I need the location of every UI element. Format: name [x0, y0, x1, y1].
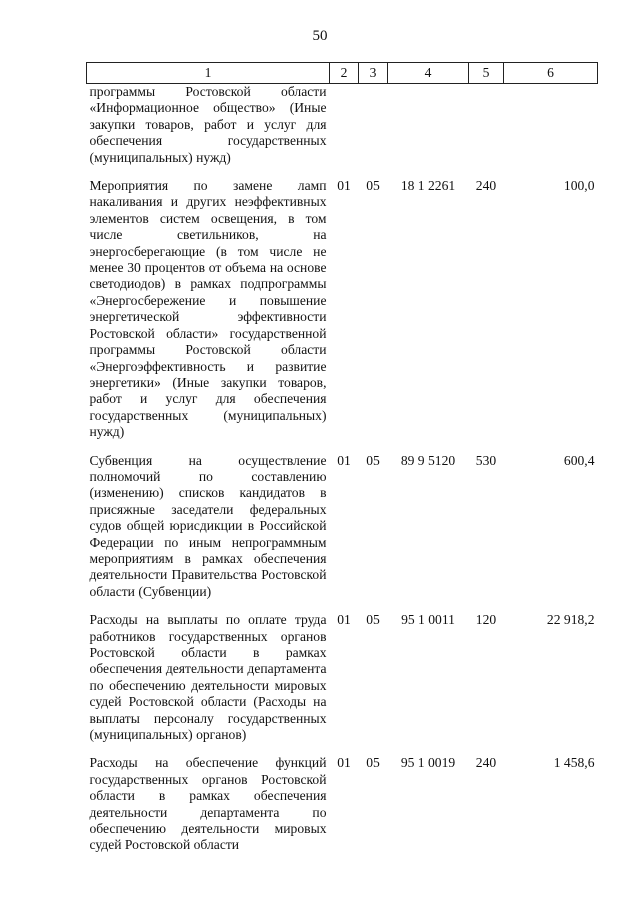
header-col-1: 1 [87, 63, 330, 84]
header-col-6: 6 [504, 63, 598, 84]
table-row [87, 84, 598, 179]
table-row [87, 612, 598, 755]
header-col-4: 4 [388, 63, 469, 84]
row-col-5 [469, 84, 504, 179]
header-row [87, 63, 598, 84]
row-col-5: 530 [475, 452, 497, 468]
row-description: Субвенция на осуществление полномочий по составлению (изменению) списков кандидатов в присяжные заседатели федеральных судов общей юрисдикции в Российской Федерации по иным непрограммным мероприятиям в рамках обеспечения деятельности Правительства Ростовской области (Субвенции) [89, 452, 327, 599]
row-col-4: 95 1 0019 [400, 755, 456, 771]
row-col-2 [330, 84, 359, 179]
table-header [87, 63, 598, 84]
row-col-3: 05 [366, 612, 380, 628]
header-col-3: 3 [359, 63, 388, 84]
table-body [87, 84, 598, 866]
row-amount: 600,4 [563, 452, 595, 468]
table-row [87, 755, 598, 865]
row-col-2: 01 [337, 755, 351, 771]
table-row [87, 178, 598, 453]
row-amount: 1 458,6 [553, 755, 595, 771]
row-description: Мероприятия по замене ламп накаливания и других неэффективных элементов систем освещения, в том числе светильников, на энергосберегающие (в том числе не менее 30 процентов от объема на основе светодиодов) в рамках подпрограммы «Энергосбережение и повышение энергетической эффективности Ростовской области» государственной программы Ростовской области «Энергоэффективность и развитие энергетики» (Иные закупки товаров, работ и услуг для обеспечения государственных (муниципальных) нужд) [89, 178, 327, 440]
row-description: программы Ростовской области «Информационное общество» (Иные закупки товаров, работ и услуг для обеспечения государственных (муниципальных) нужд) [89, 84, 327, 165]
row-col-4: 89 9 5120 [400, 452, 456, 468]
row-description: Расходы на выплаты по оплате труда работников государственных органов Ростовской области в рамках обеспечения деятельности департамента по обеспечению деятельности мировых судей Ростовской области (Расходы на выплаты персоналу государственных (муниципальных) органов) [89, 612, 327, 743]
header-col-2: 2 [330, 63, 359, 84]
row-col-2: 01 [337, 612, 351, 628]
row-amount [504, 84, 598, 179]
row-col-5: 120 [475, 612, 497, 628]
row-col-2: 01 [337, 178, 351, 194]
row-amount: 22 918,2 [546, 612, 595, 628]
table-row [87, 453, 598, 613]
row-col-3: 05 [366, 755, 380, 771]
row-col-3: 05 [366, 452, 380, 468]
budget-table [86, 62, 598, 866]
header-col-5: 5 [469, 63, 504, 84]
row-amount: 100,0 [563, 178, 595, 194]
page-number: 50 [312, 28, 328, 44]
row-col-4: 18 1 2261 [400, 178, 456, 194]
row-col-2: 01 [337, 452, 351, 468]
row-col-3: 05 [366, 178, 380, 194]
row-col-5: 240 [475, 755, 497, 771]
row-col-5: 240 [475, 178, 497, 194]
row-col-4 [388, 84, 469, 179]
row-col-3 [359, 84, 388, 179]
row-col-4: 95 1 0011 [401, 612, 455, 628]
row-description: Расходы на обеспечение функций государственных органов Ростовской области в рамках обеспечения деятельности департамента по обеспечению деятельности мировых судей Ростовской области [89, 755, 327, 853]
